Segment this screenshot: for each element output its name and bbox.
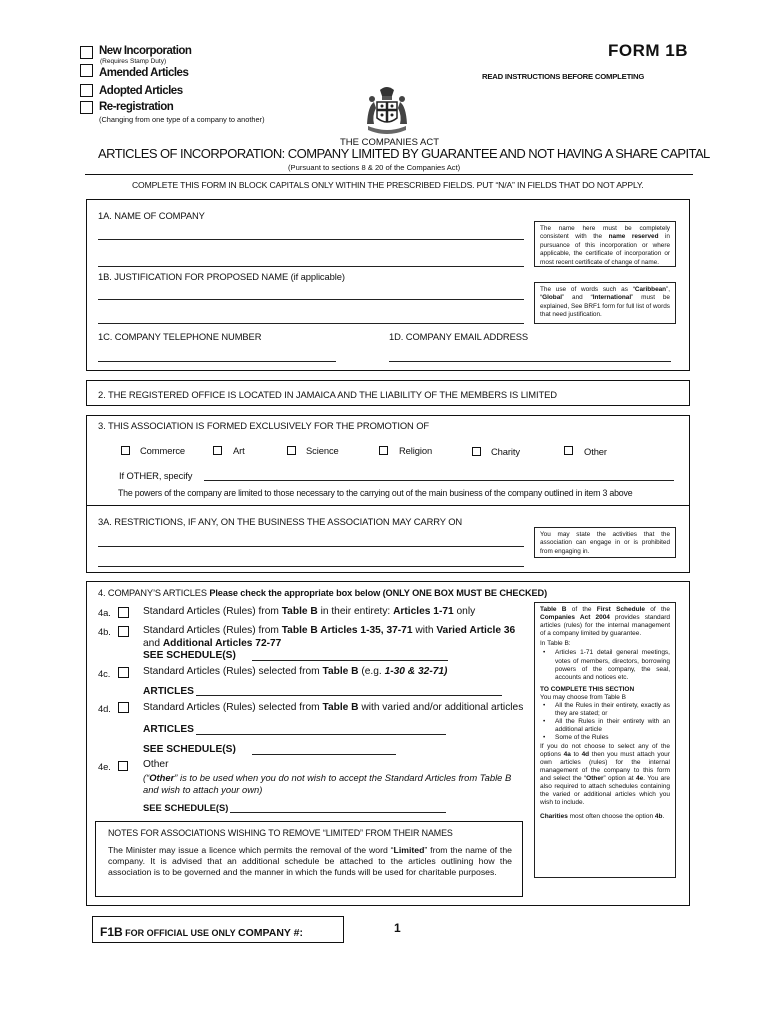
- label-4-bold: Please check the appropriate box below (ONLY ONE BOX MUST BE CHECKED): [209, 588, 548, 598]
- num-4e: 4e.: [98, 761, 111, 772]
- art-checkbox[interactable]: [213, 446, 222, 455]
- powers-statement: The powers of the company are limited to those necessary to the carrying out of the main business of the company outlined in item 3 above: [118, 488, 633, 498]
- adopted-articles-checkbox[interactable]: [80, 84, 93, 97]
- adopted-articles-label: Adopted Articles: [99, 85, 183, 97]
- option-4d-articles: ARTICLES: [143, 724, 194, 735]
- articles-4c-line[interactable]: [196, 695, 502, 696]
- checkbox-4b[interactable]: [118, 626, 129, 637]
- f1b-label: F1B: [100, 925, 123, 939]
- option-4a-text: Standard Articles (Rules) from Table B in their entirety: Articles 1-71 only: [143, 606, 476, 617]
- option-4b-schedule: SEE SCHEDULE(S): [143, 650, 236, 661]
- read-instructions: READ INSTRUCTIONS BEFORE COMPLETING: [482, 72, 645, 81]
- num-4a: 4a.: [98, 607, 111, 618]
- restrictions-line-2[interactable]: [98, 566, 524, 567]
- amended-articles-label: Amended Articles: [99, 67, 189, 79]
- option-4b-line2: and Additional Articles 72-77: [143, 638, 282, 649]
- main-title: ARTICLES OF INCORPORATION: COMPANY LIMITED BY GUARANTEE AND NOT HAVING A SHARE CAPITAL: [98, 146, 710, 161]
- religion-label: Religion: [399, 445, 433, 456]
- science-label: Science: [306, 445, 339, 456]
- name-line-1[interactable]: [98, 239, 524, 240]
- checkbox-4e[interactable]: [118, 761, 128, 771]
- option-4e-explanation: (“Other” is to be used when you do not wish to accept the Standard Articles from Table B and wish to attach your own): [143, 772, 512, 795]
- charity-checkbox[interactable]: [472, 447, 481, 456]
- checkbox-4d[interactable]: [118, 702, 129, 713]
- option-4e-schedule: SEE SCHEDULE(S): [143, 802, 229, 813]
- schedule-4e-line[interactable]: [230, 812, 446, 813]
- limited-notes-body: The Minister may issue a licence which permits the removal of the word “Limited” from the name of the company. It is advised that an additional schedule be attached to the articles outlining how the association is to be governed and the manner in which the funds will be used for charitable purposes.: [108, 845, 512, 878]
- coat-of-arms-emblem: [362, 84, 412, 138]
- label-4: [98, 588, 547, 598]
- articles-4d-line[interactable]: [196, 734, 446, 735]
- other-checkbox[interactable]: [564, 446, 573, 455]
- label-3: 3. THIS ASSOCIATION IS FORMED EXCLUSIVELY FOR THE PROMOTION OF: [98, 420, 430, 431]
- name-line-2[interactable]: [98, 266, 524, 267]
- re-registration-sub: (Changing from one type of a company to another): [99, 115, 265, 124]
- label-4-plain: 4. COMPANY’S ARTICLES: [98, 588, 210, 598]
- re-registration-checkbox[interactable]: [80, 101, 93, 114]
- label-1a: 1A. NAME OF COMPANY: [98, 210, 205, 221]
- telephone-line[interactable]: [98, 361, 336, 362]
- name-reserved-note: The name here must be completely consistent with the name reserved in pursuance of this incorporation or where applicable, the certificate of incorporation or most recent certificate of change of name.: [534, 221, 676, 267]
- option-4d-schedule: SEE SCHEDULE(S): [143, 744, 236, 755]
- re-registration-label: Re-registration: [99, 101, 174, 113]
- label-1c: 1C. COMPANY TELEPHONE NUMBER: [98, 331, 262, 342]
- num-4b: 4b.: [98, 626, 111, 637]
- charity-label: Charity: [491, 446, 520, 457]
- science-checkbox[interactable]: [287, 446, 296, 455]
- instruction-top-rule: [85, 174, 693, 175]
- other-label: Other: [584, 446, 607, 457]
- option-4d-text: Standard Articles (Rules) selected from Table B with varied and/or additional articles: [143, 702, 524, 713]
- num-4c: 4c.: [98, 668, 111, 679]
- label-1b: 1B. JUSTIFICATION FOR PROPOSED NAME (if applicable): [98, 271, 345, 282]
- section-3a-divider: [87, 505, 689, 506]
- checkbox-4c[interactable]: [118, 667, 129, 678]
- amended-articles-checkbox[interactable]: [80, 64, 93, 77]
- num-4d: 4d.: [98, 703, 111, 714]
- new-incorporation-checkbox[interactable]: [80, 46, 93, 59]
- block-capitals-instruction: COMPLETE THIS FORM IN BLOCK CAPITALS ONLY WITHIN THE PRESCRIBED FIELDS. PUT “N/A” IN FIELDS THAT DO NOT APPLY.: [132, 180, 644, 190]
- official-use-text: FOR OFFICIAL USE ONLY: [122, 928, 239, 938]
- companies-act: THE COMPANIES ACT: [340, 137, 440, 148]
- art-label: Art: [233, 445, 245, 456]
- justification-note: The use of words such as “Caribbean”, “Global” and “International” must be explained, See BRF1 form for full list of words that need justification.: [534, 282, 676, 324]
- option-4e-label: Other: [143, 759, 169, 770]
- restrictions-note: You may state the activities that the association can engage in or is prohibited from engaging in.: [534, 527, 676, 558]
- other-specify-label: If OTHER, specify: [119, 470, 193, 481]
- option-4b-text: Standard Articles (Rules) from Table B Articles 1-35, 37-71 with Varied Article 36: [143, 625, 516, 636]
- new-incorporation-label: New Incorporation: [99, 45, 192, 57]
- justification-line-1[interactable]: [98, 299, 524, 300]
- limited-notes-title: NOTES FOR ASSOCIATIONS WISHING TO REMOVE “LIMITED” FROM THEIR NAMES: [108, 828, 453, 838]
- page-number: 1: [394, 921, 401, 935]
- label-3a: 3A. RESTRICTIONS, IF ANY, ON THE BUSINESS THE ASSOCIATION MAY CARRY ON: [98, 516, 463, 527]
- form-title: FORM 1B: [608, 41, 688, 60]
- pursuant-note: (Pursuant to sections 8 & 20 of the Companies Act): [288, 163, 461, 172]
- commerce-checkbox[interactable]: [121, 446, 130, 455]
- schedule-4d-line[interactable]: [252, 754, 396, 755]
- email-line[interactable]: [389, 361, 671, 362]
- religion-checkbox[interactable]: [379, 446, 388, 455]
- justification-line-2[interactable]: [98, 323, 524, 324]
- restrictions-line-1[interactable]: [98, 546, 524, 547]
- new-incorporation-sub: (Requires Stamp Duty): [100, 58, 167, 65]
- schedule-4b-line[interactable]: [252, 660, 448, 661]
- option-4c-articles: ARTICLES: [143, 686, 194, 697]
- table-b-sidenote: Table B of the First Schedule of the Companies Act 2004 provides standard articles (rules) for the internal management of a company limited by guarantee. In Table B: • Articles 1-71 detail general meetings, votes of members, directors, borrowing powers of the company, the seal, accounts and notices etc. TO COMPLETE THIS SECTION You may choose from Table B • All the Rules in their entirety, exactly as they are stated; or • All the Rules in their entirety with an additional article • Some of the Rules If you do not choose to select any of the options 4a to 4d then you must attach your own articles (rules) for the internal management of the company to this form and select the “Other” option at 4e. You are also required to attach schedules containing the varied or additional articles which you wish to include. Charities most often choose the option 4b.: [534, 602, 676, 878]
- option-4c-text: Standard Articles (Rules) selected from Table B (e.g. 1-30 & 32-71): [143, 666, 448, 677]
- registered-office-statement: 2. THE REGISTERED OFFICE IS LOCATED IN JAMAICA AND THE LIABILITY OF THE MEMBERS IS LIMITED: [98, 389, 557, 400]
- checkbox-4a[interactable]: [118, 607, 129, 618]
- other-specify-line[interactable]: [204, 480, 674, 481]
- company-number-label: COMPANY #:: [238, 927, 303, 939]
- commerce-label: Commerce: [140, 445, 186, 456]
- label-1d: 1D. COMPANY EMAIL ADDRESS: [389, 331, 529, 342]
- official-use-label: [100, 923, 303, 941]
